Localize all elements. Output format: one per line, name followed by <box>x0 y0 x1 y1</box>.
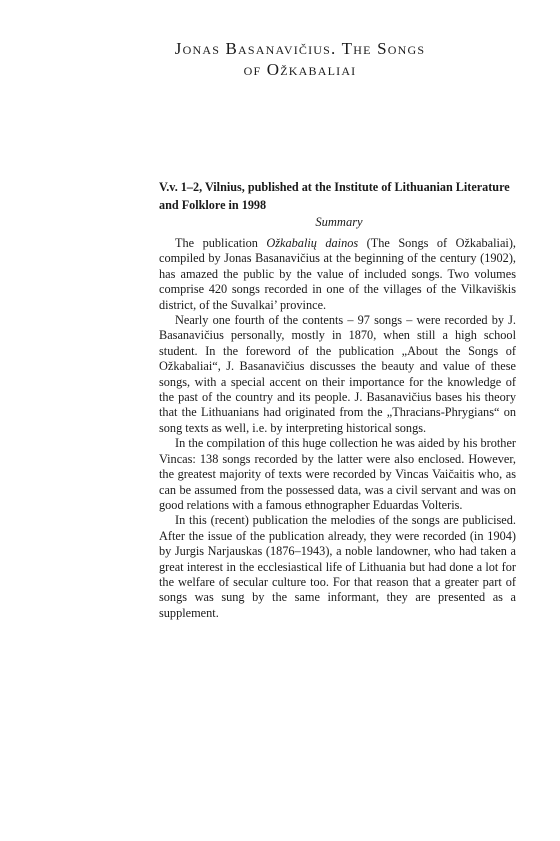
summary-paragraph-1 <box>159 236 516 313</box>
paragraph-1-rest: (The Songs of Ožkabaliai), compiled by Jonas Basanavičius at the beginning of the century (1902), has amazed the public by the value of included songs. Two volumes comprise 420 songs recorded in one of the villages of the Vilkaviškis district, of the Suvalkai’ province. <box>159 236 516 312</box>
title-line-1: Jonas Basanavičius. The Songs <box>174 39 426 58</box>
summary-paragraph-4: In this (recent) publication the melodies of the songs are publicised. After the issue of the publication already, they were recorded (in 1904) by Jurgis Narjauskas (1876–1943), a noble landowner, who had taken a great interest in the ecclesiastical life of Lithuania but had done a lot for the welfare of secular culture too. For that reason that a greater part of songs was sung by the same informant, they are presented as a supplement. <box>159 513 516 620</box>
summary-paragraph-3: In the compilation of this huge collection he was aided by his brother Vincas: 138 songs recorded by the latter were also enclosed. However, the greatest majority of texts were recorded by Vincas Vaičaitis who, as can be assumed from the possessed data, was a civil servant and was on good relations with a famous ethnographer Eduardas Volteris. <box>159 436 516 512</box>
summary-paragraph-2: Nearly one fourth of the contents – 97 songs – were recorded by J. Basanavičius personally, mostly in 1870, when still a high school student. In the foreword of the publication „About the Songs of Ožkabaliai“, J. Basanavičius discusses the beauty and value of these songs, with a special accent on their importance for the knowledge of the past of the country and its people. J. Basanavičius bases his theory that the Lithuanians had originated from the „Thracians-Phrygians“ on song texts as well, i.e. by interpreting historical songs. <box>159 313 516 435</box>
summary-heading: Summary <box>315 215 363 229</box>
title-line-2: of Ožkabaliai <box>243 60 357 79</box>
page-title <box>60 38 540 80</box>
book-title-italic: Ožkabalių dainos <box>266 236 359 250</box>
publication-info: V.v. 1–2, Vilnius, published at the Institute of Lithuanian Literature and Folklore in 1998 <box>159 180 510 212</box>
paragraph-1-lead: The publication <box>175 236 267 250</box>
summary-body <box>159 236 516 621</box>
